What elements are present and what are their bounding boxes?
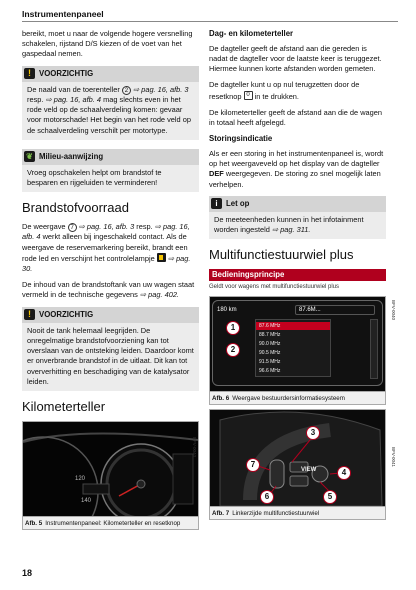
page-reference[interactable]: ⇨ pag. 402. bbox=[139, 290, 179, 300]
figure-caption: Afb. 5 Instrumentenpaneel: Kilometerteller en resetknop bbox=[22, 517, 199, 530]
fault-paragraph: Als er een storing in het instrumentenpaneel is, wordt op het weergaveveld op het display van de dagteller DEF weergegeven. De storing zo snel mogelijk laten verhelpen. bbox=[209, 149, 384, 189]
header-title: Instrumentenpaneel bbox=[22, 9, 104, 19]
trip-paragraph-3: De kilometerteller geeft de afstand aan die de wagen in totaal heeft afgelegd. bbox=[209, 107, 382, 128]
environment-title: Milieu-aanwijzing bbox=[39, 151, 104, 161]
trip-odometer-heading: Dag- en kilometerteller bbox=[209, 29, 294, 38]
callout-2: 2 bbox=[226, 343, 240, 357]
view-button-label: VIEW bbox=[301, 466, 317, 473]
page-reference[interactable]: ⇨ pag. 30. bbox=[22, 253, 191, 273]
info-icon: i bbox=[211, 198, 222, 209]
station-item[interactable]: 96.6 MHz bbox=[259, 367, 281, 374]
environment-note-box bbox=[22, 149, 199, 192]
figure-label: Afb. 5 bbox=[25, 519, 43, 527]
svg-text:140: 140 bbox=[81, 497, 92, 504]
callout-5: 5 bbox=[323, 490, 337, 504]
fuel-heading: Brandstofvoorraad bbox=[22, 200, 129, 216]
note-box bbox=[209, 196, 386, 239]
leaf-icon: ❦ bbox=[24, 151, 35, 162]
intro-paragraph: bereikt, moet u naar de volgende hogere versnelling schakelen, rijstand D/S kiezen of de voet van het gaspedaal nemen. bbox=[22, 29, 193, 59]
page-reference[interactable]: ⇨ pag. 16, afb. 3 bbox=[132, 84, 189, 94]
callout-4: 4 bbox=[337, 466, 351, 480]
figure-code: BFV-0040 bbox=[391, 300, 396, 321]
callout-badge: 7 bbox=[68, 223, 77, 232]
station-item[interactable]: 88.7 MHz bbox=[259, 331, 281, 338]
callout-badge: 2 bbox=[122, 86, 131, 95]
station-list bbox=[255, 319, 331, 377]
svg-text:120: 120 bbox=[75, 475, 86, 482]
odometer-heading: Kilometerteller bbox=[22, 398, 106, 414]
trip-paragraph-1: De dagteller geeft de afstand aan die gereden is nadat de dagteller voor de laatste keer is teruggezet. Hiermee kunnen korte afstanden worden gemeten. bbox=[209, 43, 382, 74]
figure-label: Afb. 7 bbox=[212, 509, 230, 517]
figure-caption: Afb. 7 Linkerzijde multifunctiestuurwiel bbox=[209, 507, 386, 520]
note-title: Let op bbox=[226, 198, 250, 208]
steering-wheel-illustration bbox=[210, 410, 385, 506]
figure-label: Afb. 6 bbox=[212, 394, 230, 402]
reset-button-icon bbox=[244, 91, 253, 100]
instrument-cluster-illustration bbox=[23, 422, 198, 516]
page-reference[interactable]: ⇨ pag. 16, afb. 4 bbox=[45, 94, 102, 104]
fuel-paragraph-1: De weergave 7 ⇨ pag. 16, afb. 3 resp. ⇨ pag. 16, afb. 4 werkt alleen bij ingeschakeld contact. Als de weergave de reservemarkering bereikt, brandt een rode led en verschijnt het controlelampje ⇨ pag. 30. bbox=[22, 222, 191, 273]
warning-title: VOORZICHTIG bbox=[39, 309, 94, 319]
steering-wheel-heading: Multifunctiestuurwiel plus bbox=[209, 247, 354, 263]
figure-code: BFV-0040 bbox=[192, 437, 197, 458]
fuel-paragraph-2: De inhoud van de brandstoftank van uw wagen staat vermeld in de technische gegevens ⇨ pag. 402. bbox=[22, 280, 195, 300]
range-readout: 180 km bbox=[217, 306, 237, 313]
note-body: De meeteenheden kunnen in het infotainment worden ingesteld ⇨ pag. 311. bbox=[209, 212, 386, 239]
station-item[interactable]: 87.6 MHz bbox=[256, 322, 330, 331]
warning-box-fuel bbox=[22, 307, 199, 391]
callout-3: 3 bbox=[306, 426, 320, 440]
warning-icon bbox=[24, 68, 35, 79]
warning-body: Nooit de tank helemaal leegrijden. De onregelmatige brandstofvoorziening kan tot overslaan van de ontsteking leiden. Daardoor komt er onverbrande brandstof in de uitlaat. Dit kan tot oververhitting en beschadiging van de katalysator leiden. bbox=[22, 323, 199, 391]
right-column bbox=[209, 29, 386, 520]
environment-body: Vroeg opschakelen helpt om brandstof te besparen en rijgeluiden te verminderen! bbox=[22, 165, 199, 192]
page-number: 18 bbox=[22, 568, 33, 578]
page-reference[interactable]: ⇨ pag. 16, afb. 4 bbox=[22, 222, 190, 242]
warning-title: VOORZICHTIG bbox=[39, 68, 94, 78]
callout-1: 1 bbox=[226, 321, 240, 335]
applicability-note: Geldt voor wagens met multifunctiestuurwiel plus bbox=[209, 284, 340, 291]
operating-principle-bar: Bedieningsprincipe bbox=[209, 269, 386, 281]
station-item[interactable]: 91.5 MHz bbox=[259, 358, 281, 365]
fuel-warning-icon bbox=[157, 253, 166, 262]
figure-steering-wheel-left bbox=[209, 409, 386, 507]
trip-paragraph-2: De dagteller kunt u op nul terugzetten door de resetknop 0 in te drukken. bbox=[209, 80, 386, 101]
fault-heading: Storingsindicatie bbox=[209, 134, 273, 144]
page-header bbox=[22, 6, 398, 22]
callout-7: 7 bbox=[246, 458, 260, 472]
figure-driver-info-display bbox=[209, 296, 386, 392]
page-reference[interactable]: ⇨ pag. 311. bbox=[271, 225, 311, 235]
warning-box-tachometer bbox=[22, 66, 199, 140]
display-scrollbar bbox=[370, 319, 378, 379]
figure-instrument-cluster bbox=[22, 421, 199, 517]
callout-6: 6 bbox=[260, 490, 274, 504]
station-item[interactable]: 90.0 MHz bbox=[259, 340, 281, 347]
figure-caption: Afb. 6 Weergave bestuurdersinformatiesysteem bbox=[209, 392, 386, 405]
left-column bbox=[22, 29, 199, 530]
warning-icon bbox=[24, 309, 35, 320]
station-item[interactable]: 90.5 MHz bbox=[259, 349, 281, 356]
figure-code: BFV-0041 bbox=[391, 447, 396, 468]
warning-body: De naald van de toerenteller 2 ⇨ pag. 16, afb. 3 resp. ⇨ pag. 16, afb. 4 mag slechts even in het rode veld op de schaalverdeling komen: gevaar voor motorschade! Het begin van het rode veld op de schaalverdeling verschilt per motortype. bbox=[22, 82, 199, 140]
page-reference[interactable]: ⇨ pag. 16, afb. 3 bbox=[78, 222, 135, 232]
odometer-readout: 87.6M... bbox=[295, 305, 375, 315]
